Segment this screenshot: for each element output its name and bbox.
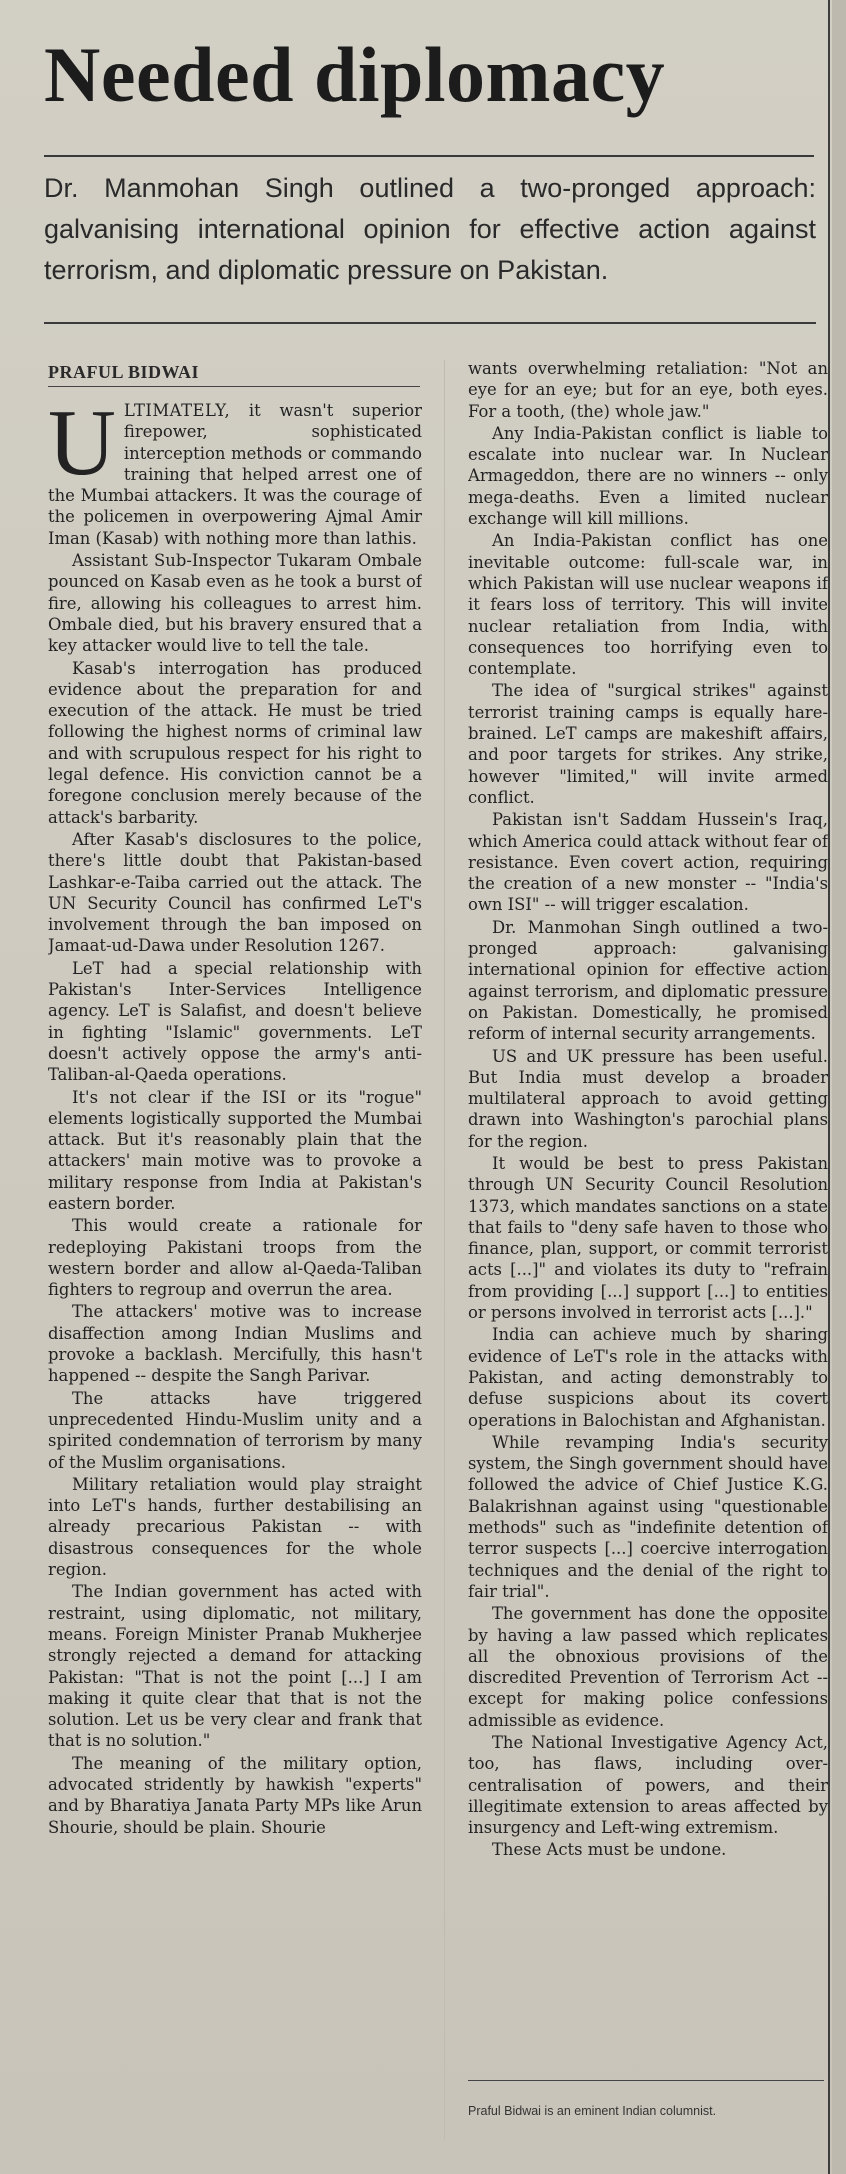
author-bio: Praful Bidwai is an eminent Indian columnist. <box>468 2104 717 2118</box>
paragraph: These Acts must be undone. <box>492 1840 727 1860</box>
paragraph: While revamping India's security system, the Singh government should have followed the advice of Chief Justice K.G. Balakrishnan against using "questionable methods" such as "indefinite detention of terror suspects [...] coercive interrogation techniques and the denial of the right to fair trial". <box>468 1432 828 1601</box>
paragraph: Any India-Pakistan conflict is liable to escalate into nuclear war. In Nuclear Armageddon, there are no winners -- only mega-deaths. Even a limited nuclear exchange will kill millions. <box>468 423 828 529</box>
paragraph: The attacks have triggered unprecedented Hindu-Muslim unity and a spirited condemnation of terrorism by many of the Muslim organisations. <box>48 1388 422 1472</box>
paragraph: Kasab's interrogation has produced evidence about the preparation for and execution of the attack. He must be tried following the highest norms of criminal law and with scrupulous respect for his right to legal defence. His conviction cannot be a foregone conclusion merely because of the attack's barbarity. <box>48 658 422 827</box>
lead-text: it wasn't superior firepower, sophisticated interception methods or commando training that helped arrest one of the Mumbai attackers. It was the courage of the policemen in overpowering Ajmal Amir Iman (Kasab) with nothing more than lathis. <box>48 401 422 548</box>
paragraph: The National Investigative Agency Act, too, has flaws, including over-centralisation of powers, and their illegitimate extension to areas affected by insurgency and Left-wing extremism. <box>468 1733 828 1838</box>
byline-rule <box>48 386 420 387</box>
paragraph: Assistant Sub-Inspector Tukaram Ombale pounced on Kasab even as he took a burst of fire, allowing his colleagues to arrest him. Ombale died, but his bravery ensured that a key attacker would live to tell the tale. <box>48 551 422 656</box>
paragraph: After Kasab's disclosures to the police, there's little doubt that Pakistan-based Lashkar-e-Taiba carried out the attack. The UN Security Council has confirmed LeT's involvement through the ban imposed on Jamaat-ud-Dawa under Resolution 1267. <box>48 829 422 956</box>
paragraph: An India-Pakistan conflict has one inevitable outcome: full-scale war, in which Pakistan will use nuclear weapons if it fears loss of territory. This will invite nuclear retaliation from India, with consequences too horrifying even to contemplate. <box>468 531 828 679</box>
byline: PRAFUL BIDWAI <box>48 362 200 382</box>
paragraph: The Indian government has acted with restraint, using diplomatic, not military, means. Foreign Minister Pranab Mukherjee strongly rejected a demand for attacking Pakistan: "That is not the point [...] I am making it quite clear that that is not the solution. Let us be very clear and frank that that is no solution." <box>48 1582 422 1751</box>
paragraph: wants overwhelming retaliation: "Not an eye for an eye; but for an eye, both eyes. For a tooth, (the) whole jaw." <box>468 359 828 421</box>
paragraph: It's not clear if the ISI or its "rogue" elements logistically supported the Mumbai attack. But it's reasonably plain that the attackers' main motive was to provoke a military response from India at Pakistan's eastern border. <box>48 1087 422 1213</box>
paragraph: Pakistan isn't Saddam Hussein's Iraq, which America could attack without fear of resistance. Even covert action, requiring the creation of a new monster -- "India's own ISI" -- will trigger escalation. <box>468 810 828 915</box>
bio-rule <box>468 2080 824 2081</box>
article-column-right <box>468 358 828 2078</box>
page-column-divider <box>828 0 830 2174</box>
headline-rule <box>44 155 814 157</box>
deck-rule <box>44 322 816 324</box>
paragraph: This would create a rationale for redeploying Pakistani troops from the western border and allow al-Qaeda-Taliban fighters to regroup and overrun the area. <box>48 1216 422 1300</box>
paragraph: LeT had a special relationship with Pakistan's Inter-Services Intelligence agency. LeT is Salafist, and doesn't believe in fighting "Islamic" governments. LeT doesn't actively oppose the army's anti-Taliban-al-Qaeda operations. <box>48 958 422 1085</box>
paragraph: The meaning of the military option, advocated stridently by hawkish "experts" and by Bharatiya Janata Party MPs like Arun Shourie, should be plain. Shourie <box>48 1753 422 1837</box>
paragraph: US and UK pressure has been useful. But India must develop a broader multilateral approach to avoid getting drawn into Washington's parochial plans for the region. <box>468 1046 828 1151</box>
paragraph: The government has done the opposite by having a law passed which replicates all the obnoxious provisions of the discredited Prevention of Terrorism Act -- except for making police confessions admissible as evidence. <box>468 1604 828 1730</box>
paragraph: It would be best to press Pakistan through UN Security Council Resolution 1373, which mandates sanctions on a state that fails to "deny safe haven to those who finance, plan, support, or commit terrorist acts [...]" and violates its duty to "refrain from providing [...] support [...] to entities or persons involved in terrorist acts [...]." <box>468 1153 828 1323</box>
column-gutter <box>444 360 445 2140</box>
paragraph: India can achieve much by sharing evidence of LeT's role in the attacks with Pakistan, and acting demonstrably to defuse suspicions about its covert operations in Balochistan and Afghanistan. <box>468 1325 828 1430</box>
paragraph: The idea of "surgical strikes" against terrorist training camps is equally hare-brained. LeT camps are makeshift affairs, and poor targets for strikes. Any strike, however "limited," will invite armed conflict. <box>468 681 828 807</box>
paragraph: The attackers' motive was to increase disaffection among Indian Muslims and provoke a backlash. Mercifully, this hasn't happened -- despite the Sangh Parivar. <box>48 1302 422 1386</box>
lead-paragraph <box>48 400 422 549</box>
lead-caps: LTIMATELY, <box>123 401 231 420</box>
headline: Needed diplomacy <box>44 31 666 118</box>
adjacent-article-edge <box>832 0 846 2174</box>
paragraph: Dr. Manmohan Singh outlined a two-pronged approach: galvanising international opinion for effective action against terrorism, and diplomatic pressure on Pakistan. Domestically, he promised reform of internal security arrangements. <box>468 917 828 1044</box>
paragraph: Military retaliation would play straight into LeT's hands, further destabilising an already precarious Pakistan -- with disastrous consequences for the whole region. <box>48 1474 422 1580</box>
article-column-left <box>48 400 422 2140</box>
deck-summary: Dr. Manmohan Singh outlined a two-pronged approach: galvanising international opinion for effective action against terrorism, and diplomatic pressure on Pakistan. <box>44 173 816 285</box>
drop-cap: U <box>48 400 116 495</box>
